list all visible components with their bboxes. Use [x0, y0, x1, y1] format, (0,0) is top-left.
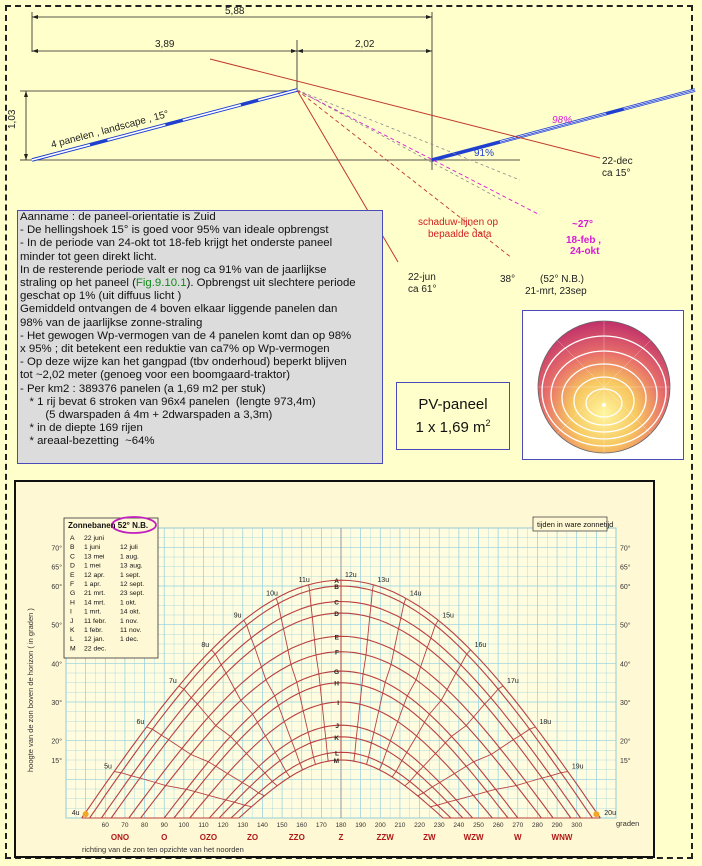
legend-date-1: 1 febr. — [84, 627, 103, 634]
y-tick-label-left: 70° — [51, 545, 62, 553]
note-line: - Het gewogen Wp-vermogen van de 4 panelen komt dan op 98% — [20, 329, 352, 342]
pv-title: PV-paneel — [418, 396, 488, 413]
series-label: F — [335, 649, 339, 657]
x-tick-label: 270 — [512, 822, 524, 829]
legend-key: M — [70, 645, 76, 653]
y-tick-label-right: 30° — [620, 700, 631, 707]
compass-label: WZW — [463, 833, 484, 842]
note-line: 98% van de jaarlijkse zonne-straling — [20, 316, 203, 329]
legend-date-1: 1 mrt. — [84, 608, 102, 616]
hour-label: 13u — [377, 576, 390, 584]
legend-date-2: 1 nov. — [120, 617, 139, 625]
label-equinox: 21-mrt, 23sep — [525, 286, 587, 297]
hour-label: 10u — [266, 590, 278, 598]
hour-label: 18u — [539, 718, 552, 726]
angle-27-date-1: 18-feb , — [566, 235, 602, 246]
hour-label: 16u — [474, 641, 487, 649]
compass-label: ONO — [110, 833, 130, 842]
legend — [64, 517, 158, 658]
angle-27: ~27° — [572, 219, 593, 230]
note-line: * areaal-bezetting ~64% — [20, 435, 155, 448]
x-tick-label: 280 — [531, 822, 543, 829]
pv-size: 1 x 1,69 $m^2$ — [415, 418, 491, 436]
note-line: * in de diepte 169 rijen — [20, 422, 143, 435]
x-tick-label: 140 — [256, 822, 268, 829]
y-tick-label-left: 30° — [51, 700, 62, 707]
label-latitude: (52° N.B.) — [540, 274, 585, 285]
series-label: J — [335, 723, 339, 731]
compass-label: O — [161, 833, 168, 842]
label-22jun-angle: ca 61° — [408, 284, 437, 295]
x-tick-label: 170 — [315, 822, 327, 829]
hour-label: 11u — [298, 576, 310, 584]
legend-date-1: 22 dec. — [84, 645, 107, 653]
note-line: x 95% ; dit betekent een reduktie van ca7% op Wp-vermogen — [20, 343, 330, 356]
dim-height: 1,03 — [7, 109, 18, 129]
label-22dec: 22-dec — [602, 156, 633, 167]
compass-label: OZO — [199, 833, 218, 842]
x-tick-label: 60 — [101, 822, 109, 829]
x-tick-label: 260 — [492, 822, 504, 829]
dim-right: 2,02 — [355, 39, 375, 50]
x-tick-label: 300 — [571, 822, 583, 829]
note-line: In de resterende periode valt er nog ca 91% van de jaarlijkse — [20, 263, 327, 276]
note-line: (5 dwarspaden á 4m + 2dwarspaden a 3,3m) — [20, 409, 273, 422]
legend-title: Zonnebanen 52° N.B. — [68, 521, 149, 530]
note-line: geschat op 1% (uit diffuus licht ) — [20, 290, 182, 303]
x-tick-label: 290 — [551, 822, 563, 829]
series-label: M — [333, 758, 339, 765]
series-label: H — [334, 680, 339, 688]
x-tick-label: 150 — [276, 822, 288, 829]
x-tick-label: 230 — [433, 822, 445, 829]
dim-left: 3,89 — [155, 39, 175, 50]
compass-label: W — [514, 833, 522, 842]
legend-key: I — [70, 608, 72, 616]
note-line: - Per km2 : 389376 panelen (a 1,69 m2 per stuk) — [20, 382, 266, 395]
x-tick-label: 90 — [160, 822, 168, 829]
compass-label: WNW — [551, 833, 573, 842]
label-38: 38° — [500, 274, 516, 285]
sunrise-marker — [83, 811, 89, 817]
legend-key: C — [70, 553, 75, 561]
y-tick-label-right: 40° — [620, 661, 631, 669]
x-tick-label: 70 — [121, 822, 129, 829]
legend-key: B — [70, 544, 75, 552]
note-line: straling op het paneel (Fig.9.10.1). Opbrengst uit slechtere periode — [20, 277, 356, 290]
dim-total: 5,88 — [225, 6, 245, 17]
series-label: C — [334, 599, 339, 607]
legend-key: F — [70, 581, 75, 588]
y-tick-label-left: 65° — [51, 564, 62, 572]
legend-date-1: 1 mei — [84, 562, 101, 570]
compass-label: ZZW — [376, 833, 394, 842]
legend-date-1: 11 febr. — [84, 617, 107, 625]
legend-date-2: 14 okt. — [120, 608, 141, 616]
legend-date-1: 21 mrt. — [84, 590, 106, 598]
y-tick-label-left: 50° — [51, 622, 62, 630]
series-label: B — [334, 584, 339, 591]
x-tick-label: 200 — [374, 822, 386, 829]
series-label: K — [334, 734, 339, 742]
legend-key: A — [70, 535, 75, 542]
series-label: L — [335, 750, 339, 758]
y-tick-label-left: 20° — [51, 738, 62, 746]
shadow-line-22dec — [210, 59, 600, 158]
hour-label: 6u — [136, 718, 145, 726]
legend-date-1: 1 apr. — [84, 581, 102, 588]
legend-date-2: 1 okt. — [120, 599, 137, 607]
y-tick-label-right: 65° — [620, 564, 631, 572]
sun-path-chart — [16, 482, 653, 856]
series-label: A — [334, 578, 339, 586]
note-line: Gemiddeld ontvangen de 4 boven elkaar liggende panelen dan — [20, 303, 338, 316]
sun-path-chart-box — [14, 480, 655, 858]
note-line: * 1 rij bevat 6 stroken van 96x4 panelen (lengte 973,4m) — [20, 395, 316, 408]
compass-label: ZZO — [288, 833, 305, 842]
y-tick-label-left: 60° — [51, 584, 62, 591]
y-tick-label-right: 50° — [620, 622, 631, 630]
hour-label: 8u — [201, 641, 210, 649]
figure-reference: Fig.9.10.1 — [135, 277, 187, 290]
y-tick-label-right: 15° — [620, 758, 631, 765]
y-tick-label-right: 20° — [620, 738, 631, 746]
series-label: E — [334, 634, 339, 642]
pv-panel-box — [396, 382, 510, 450]
hour-label: 15u — [442, 612, 454, 620]
legend-date-2: 12 sept. — [120, 581, 145, 588]
legend-date-1: 14 mrt. — [84, 599, 106, 607]
legend-date-1: 12 jan. — [84, 636, 105, 644]
compass-label: Z — [338, 833, 344, 842]
legend-date-1: 13 mei — [84, 553, 105, 561]
legend-date-1: 1 juni — [84, 544, 101, 552]
pct-91: 91% — [474, 148, 495, 159]
y-tick-label-right: 70° — [620, 545, 631, 553]
legend-date-1: 12 apr. — [84, 571, 105, 579]
series-label: D — [334, 611, 339, 619]
series-label: G — [333, 669, 339, 677]
hour-label: 20u — [604, 810, 616, 817]
x-tick-label: 180 — [335, 822, 347, 829]
hour-label: 12u — [345, 572, 357, 580]
time-note — [533, 517, 613, 531]
y-tick-label-left: 40° — [51, 661, 62, 669]
hour-label: 19u — [571, 763, 584, 771]
sunset-marker — [593, 811, 599, 817]
hour-label: 9u — [233, 612, 242, 620]
x-tick-label: 110 — [198, 822, 209, 829]
y-axis-label: hoogte van de zon boven de horizon ( in graden ) — [26, 608, 35, 772]
note-line: - De hellingshoek 15° is goed voor 95% van ideale opbrengst — [20, 224, 329, 237]
legend-key: D — [70, 562, 75, 570]
angle-27-date-2: 24-okt — [570, 246, 600, 257]
label-22jun: 22-jun — [408, 272, 436, 283]
label-22dec-angle: ca 15° — [602, 168, 631, 179]
x-tick-label: 210 — [394, 822, 406, 829]
hour-label: 7u — [168, 677, 177, 685]
x-axis-label: richting van de zon ten opzichte van het noorden — [82, 845, 244, 854]
x-tick-label: 100 — [178, 822, 190, 829]
legend-date-2: 12 juli — [120, 544, 138, 552]
legend-date-2: 23 sept. — [120, 590, 145, 598]
x-tick-label: 130 — [237, 822, 249, 829]
x-tick-label: 80 — [140, 822, 149, 829]
legend-date-2: 11 nov. — [120, 627, 142, 634]
x-tick-label: 240 — [453, 822, 465, 829]
assumptions-notes — [17, 210, 383, 464]
time-note-text: tijden in ware zonnetijd — [537, 520, 614, 529]
note-line: tot ~2,02 meter (genoeg voor een boomgaard-traktor) — [20, 369, 291, 382]
series-label: I — [337, 700, 339, 707]
panel-label: 4 panelen , landscape , 15° — [49, 108, 170, 151]
legend-key: H — [70, 599, 75, 607]
legend-date-2: 13 aug. — [120, 562, 143, 570]
sky-dome-figure — [522, 310, 684, 460]
legend-date-1: 22 juni — [84, 535, 105, 542]
shadow-note-1: schaduw-lijnen op — [418, 217, 499, 228]
legend-key: K — [70, 627, 75, 634]
note-line: minder tot geen direkt licht. — [20, 250, 157, 263]
x-tick-label: 250 — [473, 822, 484, 829]
x-axis-unit: graden — [616, 819, 640, 828]
x-tick-label: 190 — [355, 822, 367, 829]
hour-label: 17u — [507, 677, 519, 685]
shadow-note-2: bepaalde data — [428, 229, 492, 240]
compass-label: ZW — [423, 833, 436, 842]
hour-label: 5u — [104, 763, 112, 771]
x-tick-label: 120 — [217, 822, 229, 829]
x-tick-label: 220 — [414, 822, 426, 829]
legend-key: G — [70, 590, 76, 598]
hour-label: 14u — [409, 590, 422, 598]
compass-label: ZO — [247, 833, 259, 842]
pct-98: 98% — [552, 115, 573, 126]
y-tick-label-right: 60° — [620, 584, 631, 591]
note-line: - In de periode van 24-okt tot 18-feb krijgt het onderste paneel — [20, 237, 333, 250]
note-line: Aanname : de paneel-orientatie is Zuid — [20, 211, 216, 223]
legend-key: J — [70, 617, 74, 625]
legend-date-2: 1 aug. — [120, 553, 139, 561]
y-tick-label-left: 15° — [51, 758, 62, 765]
x-tick-label: 160 — [296, 822, 308, 829]
legend-key: E — [70, 571, 75, 579]
legend-key: L — [70, 636, 74, 644]
legend-date-2: 1 dec. — [120, 636, 139, 644]
sky-dome-svg — [523, 311, 683, 459]
legend-date-2: 1 sept. — [120, 571, 141, 579]
hour-label: 4u — [71, 810, 80, 817]
note-line: - Op deze wijze kan het gangpad (tbv onderhoud) beperkt blijven — [20, 356, 347, 369]
